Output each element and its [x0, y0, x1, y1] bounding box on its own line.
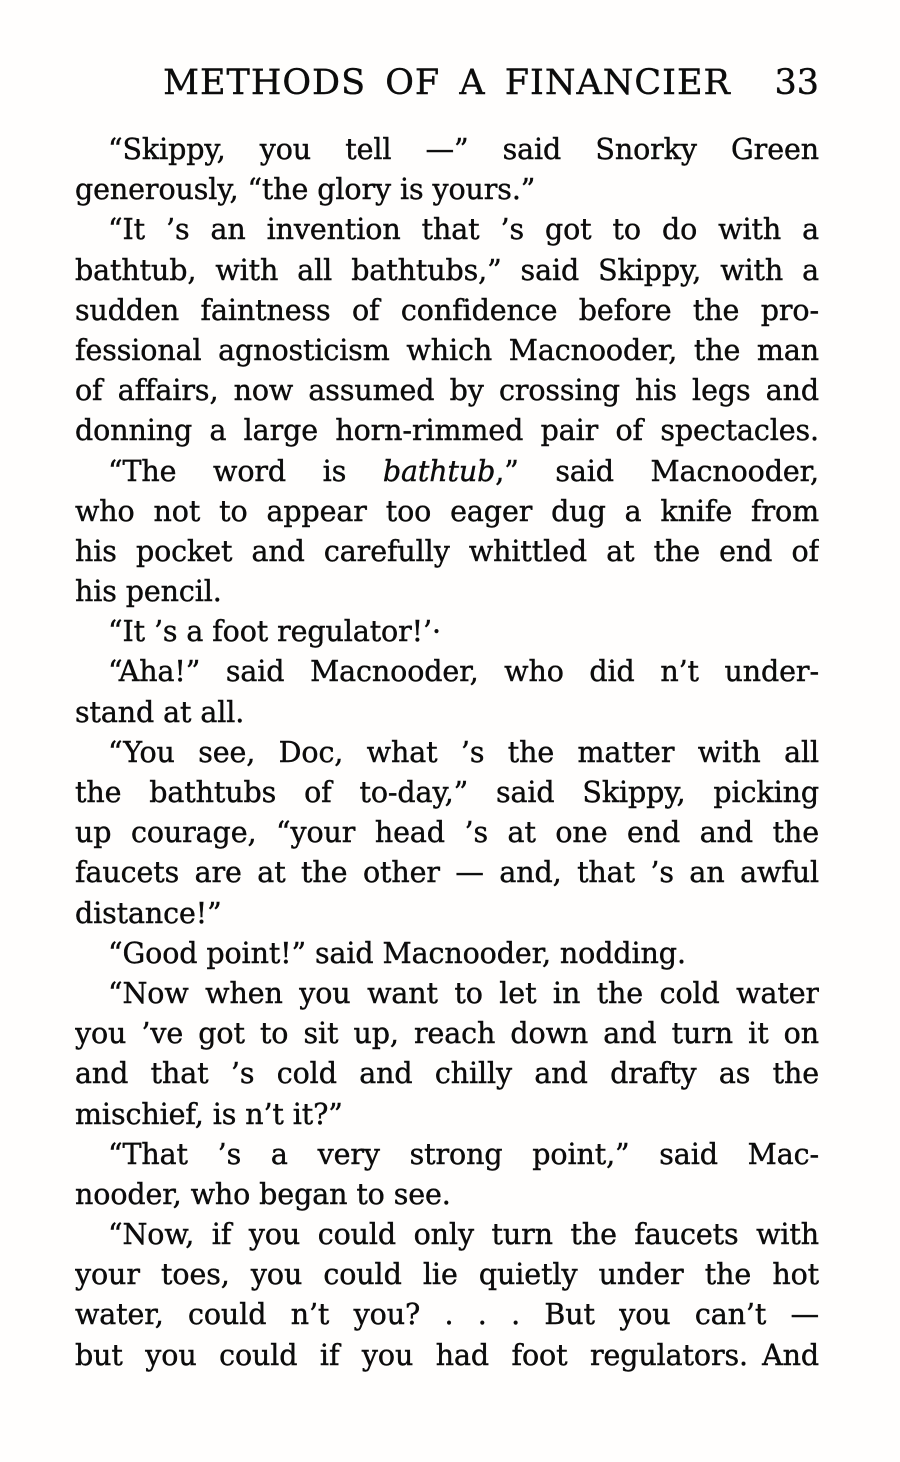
text-line [75, 452, 819, 492]
chapter-title: METHODS OF A FINANCIER [163, 63, 731, 103]
running-head [75, 62, 819, 104]
text-line: “That ’s a very strong point,” said Mac- [108, 1137, 819, 1171]
text-line: generously, “the glory is yours.” [75, 173, 536, 207]
text-line: “Good point!” said Macnooder, nodding. [108, 936, 686, 970]
text-segment: ,” said Macnooder, [495, 454, 819, 488]
text-line: “It ’s an invention that ’s got to do with a [108, 213, 819, 247]
text-line: “It ’s a foot regulator!’· [108, 615, 441, 649]
text-line: “You see, Doc, what ’s the matter with all [108, 735, 819, 769]
text-line: distance!” [75, 896, 222, 930]
text-line: who not to appear too eager dug a knife from [75, 494, 819, 528]
text-line: fessional agnosticism which Macnooder, the man [75, 333, 819, 367]
text-line: “Skippy, you tell —” said Snorky Green [108, 133, 819, 166]
text-line: but you could if you had foot regulators. And [75, 1338, 819, 1372]
text-line: water, could n’t you? . . . But you can’t — [75, 1298, 819, 1332]
text-line: up courage, “your head ’s at one end and the [75, 816, 819, 850]
text-line: of affairs, now assumed by crossing his legs and [75, 374, 819, 408]
text-line: “Now, if you could only turn the faucets with [108, 1218, 819, 1252]
text-line: sudden faintness of confidence before the pro- [75, 293, 819, 327]
text-line: nooder, who began to see. [75, 1177, 451, 1211]
text-line: and that ’s cold and chilly and drafty as the [75, 1057, 819, 1091]
text-line: “Aha!” said Macnooder, who did n’t under- [108, 655, 819, 689]
italic-word: bathtub [382, 454, 496, 488]
text-line: stand at all. [75, 695, 245, 729]
text-line: his pencil. [75, 575, 222, 609]
text-line: you ’ve got to sit up, reach down and turn it on [75, 1017, 819, 1051]
text-line: his pocket and carefully whittled at the end of [75, 534, 819, 568]
page-number: 33 [774, 63, 819, 103]
text-segment: “The word is [108, 454, 383, 488]
text-line: mischief, is n’t it?” [75, 1097, 343, 1131]
text-line: bathtub, with all bathtubs,” said Skippy, with a [75, 253, 819, 287]
text-line: “Now when you want to let in the cold water [108, 976, 819, 1010]
text-line: donning a large horn-rimmed pair of spectacles. [75, 414, 819, 448]
text-line: the bathtubs of to-day,” said Skippy, picking [75, 776, 819, 809]
text-line: your toes, you could lie quietly under the hot [75, 1258, 819, 1292]
text-line: faucets are at the other — and, that ’s an awful [75, 856, 819, 890]
body-text [75, 130, 819, 1376]
